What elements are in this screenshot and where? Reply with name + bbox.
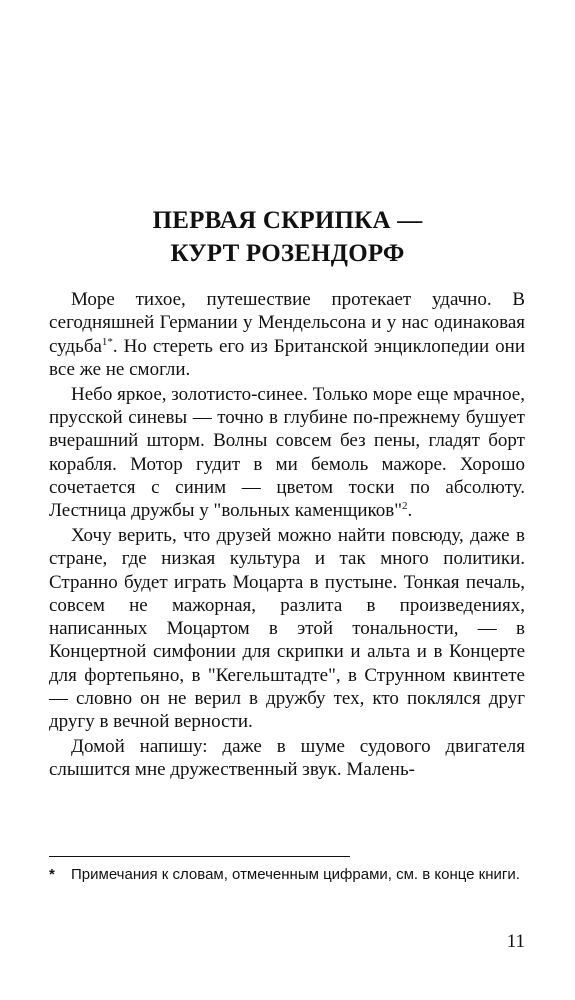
note-ref-2: 2 (402, 500, 408, 513)
chapter-title-line-1: ПЕРВАЯ СКРИПКА — (152, 206, 423, 234)
footnote-divider (49, 856, 350, 857)
paragraph-4 (49, 735, 525, 782)
paragraph-1-tail: . Но стереть его из Британской энциклопедии они все же не смогли. (49, 335, 525, 380)
chapter-title (0, 204, 575, 270)
chapter-title-line-2: КУРТ РОЗЕНДОРФ (170, 239, 405, 267)
paragraph-3-text: Хочу верить, что друзей можно найти повсюду, даже в стране, где низкая культура и так много политики. Странно будет играть Моцарта в пустыне. Тонкая печаль, совсем не мажорная, разлита в произведениях, написанных Моцартом в этой тональности, — в Концертной симфонии для скрипки и альта и в Концерте для фортепьяно, в "Кегельштадте", в Струнном квинтете — словно он не верил в дружбу тех, кто поклялся друг другу в вечной верности. (49, 524, 525, 733)
note-ref-1: 1* (101, 335, 113, 348)
paragraph-2 (49, 383, 525, 523)
footnote (49, 864, 525, 885)
paragraph-1-text: Море тихое, путешествие протекает удачно. В сегодняшней Германии у Мендельсона и у нас одинаковая судьба (49, 289, 525, 357)
paragraph-2-text: Небо яркое, золотисто-синее. Только море еще мрачное, прусской синевы — точно в глубине по-прежнему бушует вчерашний шторм. Волны совсем без пены, гладят борт корабля. Мотор гудит в ми бемоль мажоре. Хорошо сочетается с синим — цветом тоски по абсолюту. Лестница дружбы у "вольных каменщиков" (49, 383, 525, 522)
footnote-text: Примечания к словам, отмеченным цифрами, см. в конце книги. (71, 866, 520, 883)
page-number: 11 (506, 931, 525, 952)
paragraph-2-tail: . (407, 500, 413, 522)
footnote-marker: * (49, 866, 55, 883)
paragraph-4-text: Домой напишу: даже в шуме судового двигателя слышится мне дружественный звук. Малень- (49, 736, 525, 781)
body-text (49, 288, 525, 783)
paragraph-1 (49, 288, 525, 381)
paragraph-3 (49, 524, 525, 734)
